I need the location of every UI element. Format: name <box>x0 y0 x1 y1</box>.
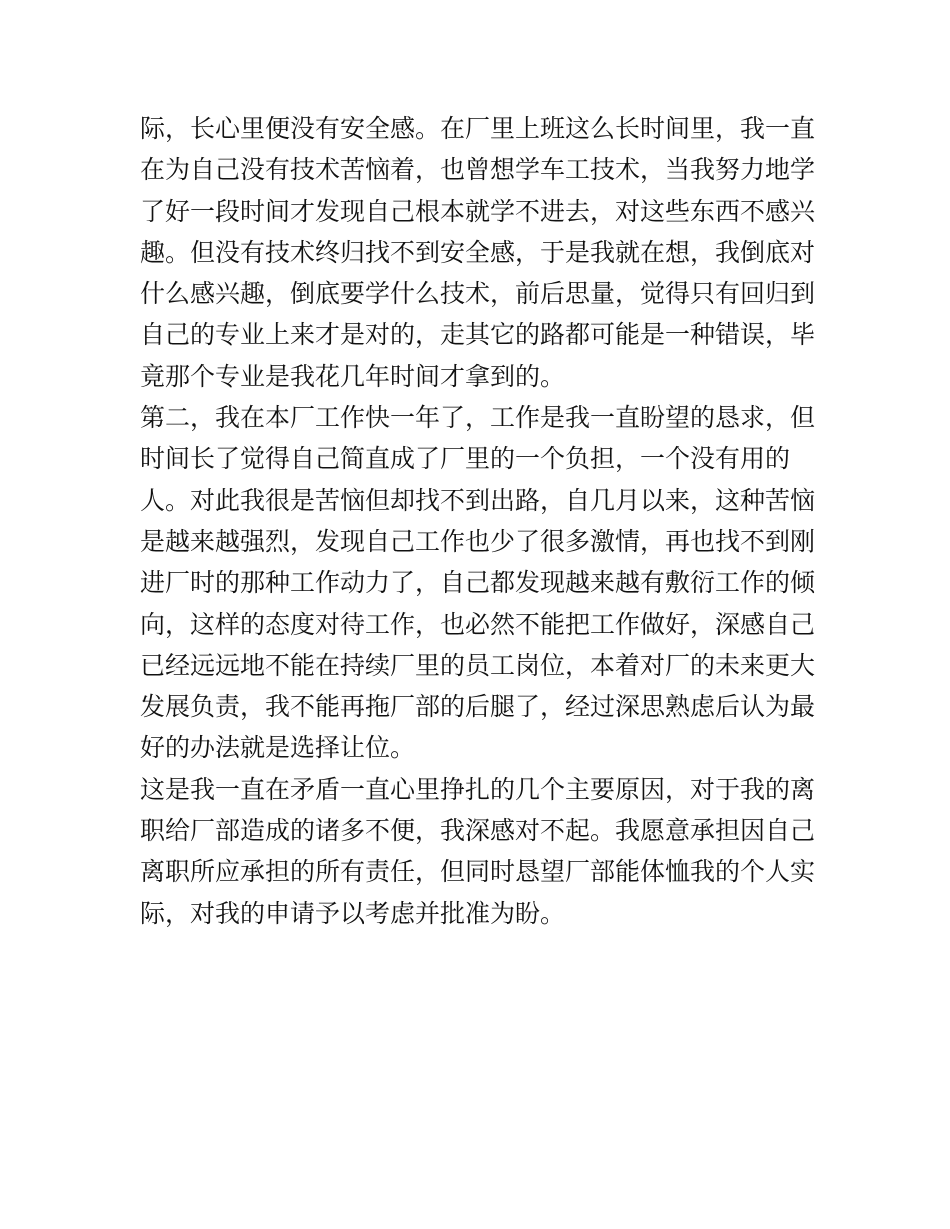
text-line: 什么感兴趣，倒底要学什么技术，前后思量，觉得只有回归到 <box>140 279 816 309</box>
letter-body <box>140 108 820 934</box>
text-line: 趣。但没有技术终归找不到安全感，于是我就在想，我倒底对 <box>140 237 816 267</box>
text-line: 竟那个专业是我花几年时间才拿到的。 <box>140 361 566 391</box>
text-line: 际，对我的申请予以考虑并批准为盼。 <box>140 898 566 928</box>
text-line: 这是我一直在矛盾一直心里挣扎的几个主要原因，对于我的离 <box>140 774 816 804</box>
text-line: 自己的专业上来才是对的，走其它的路都可能是一种错误，毕 <box>140 320 816 350</box>
text-line: 发展负责，我不能再拖厂部的后腿了，经过深思熟虑后认为最 <box>140 692 816 722</box>
text-line: 离职所应承担的所有责任，但同时恳望厂部能体恤我的个人实 <box>140 857 816 887</box>
text-line: 进厂时的那种工作动力了，自己都发现越来越有敷衍工作的倾 <box>140 568 816 598</box>
text-line: 人。对此我很是苦恼但却找不到出路，自几月以来，这种苦恼 <box>140 485 816 515</box>
text-line: 第二，我在本厂工作快一年了，工作是我一直盼望的恳求，但 <box>140 403 816 433</box>
text-line: 是越来越强烈，发现自己工作也少了很多激情，再也找不到刚 <box>140 526 816 556</box>
text-line: 时间长了觉得自己简直成了厂里的一个负担，一个没有用的 <box>140 444 791 474</box>
text-line: 际，长心里便没有安全感。在厂里上班这么长时间里，我一直 <box>140 114 816 143</box>
text-line: 职给厂部造成的诸多不便，我深感对不起。我愿意承担因自己 <box>140 816 816 846</box>
text-line: 好的办法就是选择让位。 <box>140 733 416 763</box>
text-line: 向，这样的态度对待工作，也必然不能把工作做好，深感自己 <box>140 609 816 639</box>
text-line: 在为自己没有技术苦恼着，也曾想学车工技术，当我努力地学 <box>140 155 816 185</box>
text-line: 已经远远地不能在持续厂里的员工岗位，本着对厂的未来更大 <box>140 650 816 680</box>
text-line: 了好一段时间才发现自己根本就学不进去，对这些东西不感兴 <box>140 196 816 226</box>
